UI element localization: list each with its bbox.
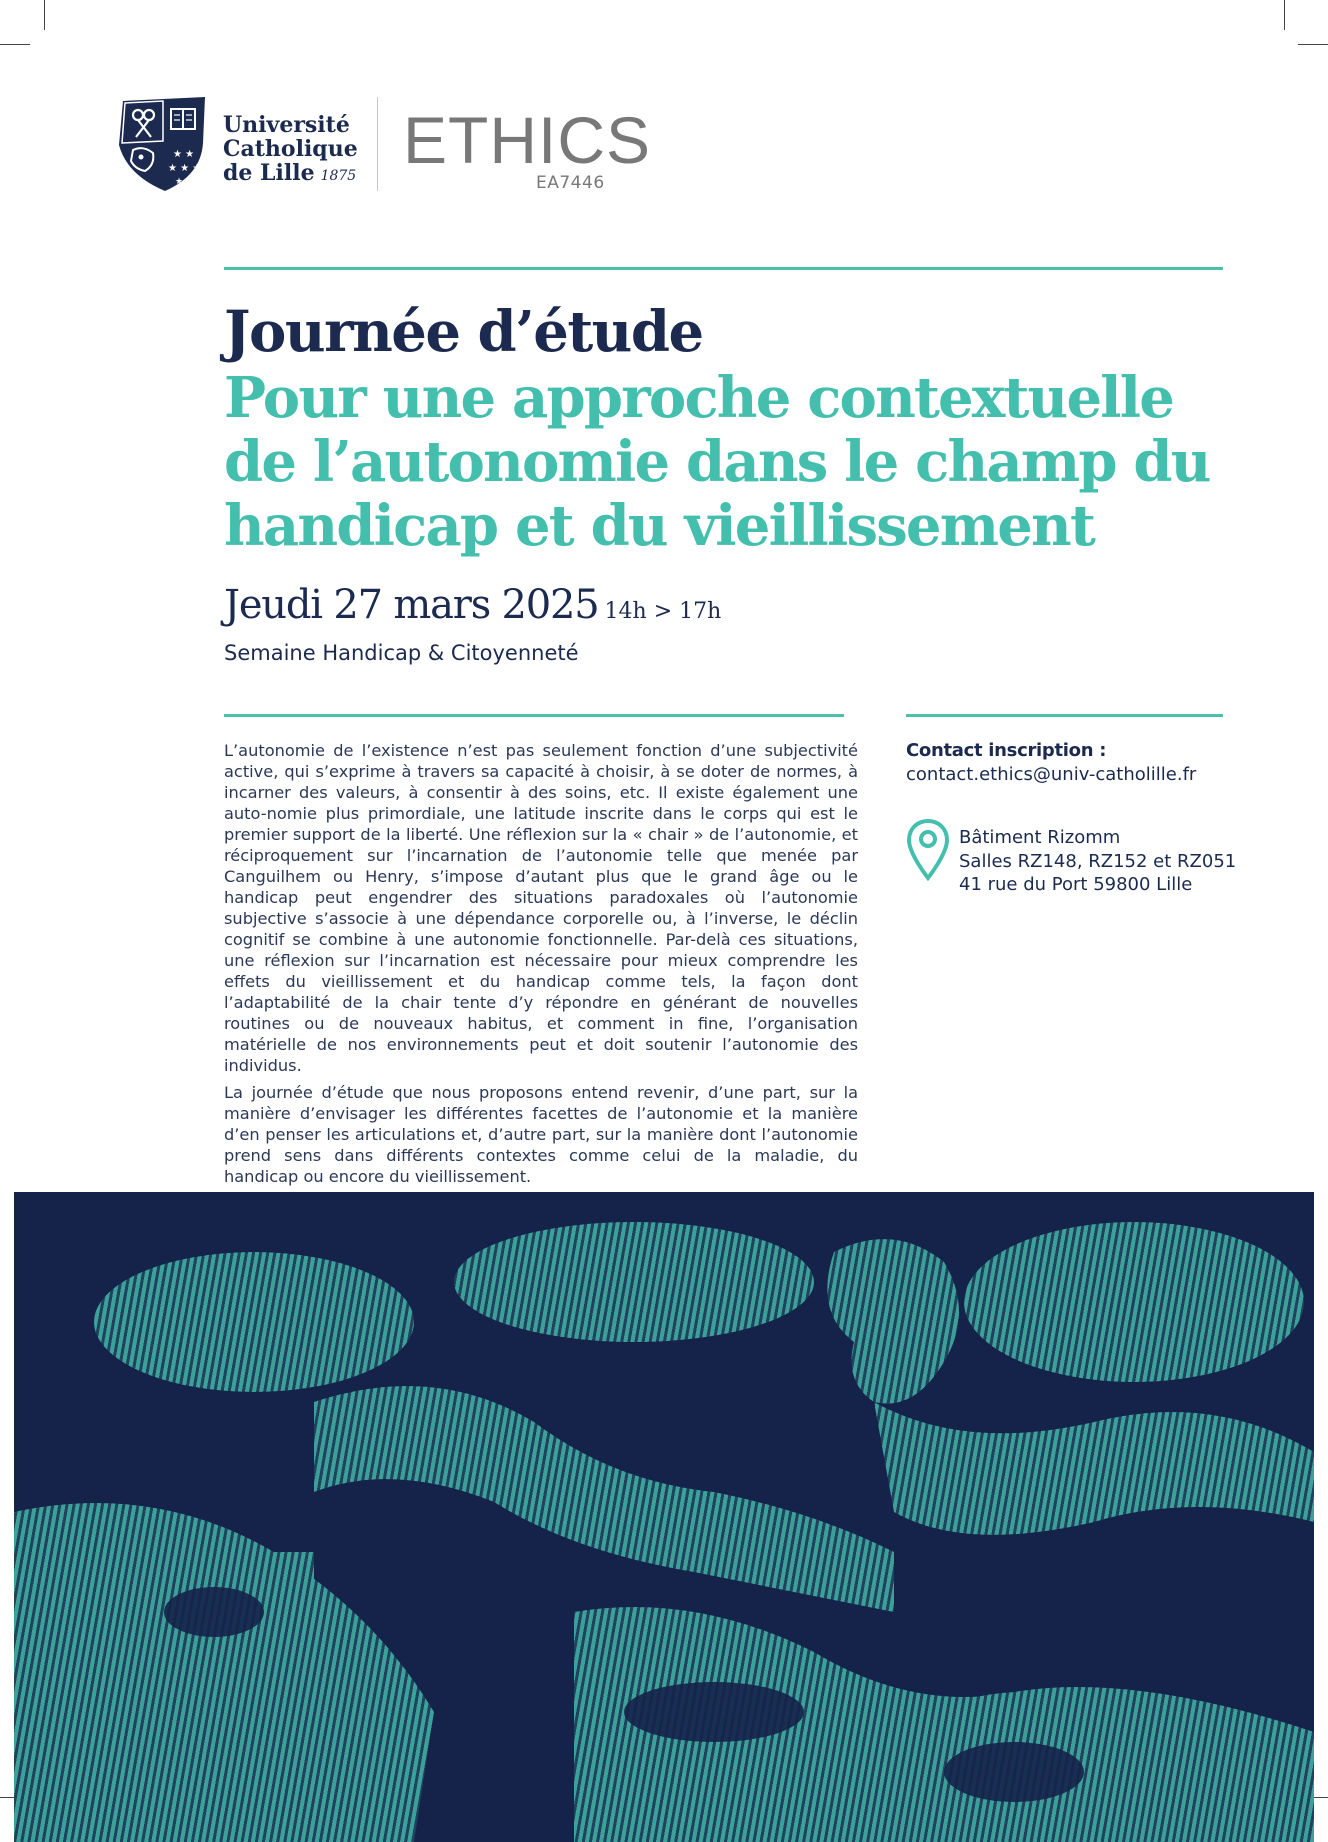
event-photo: [14, 1192, 1314, 1842]
svg-text:★ ★: ★ ★: [173, 149, 195, 160]
contact-email-link[interactable]: contact.ethics@univ-catholille.fr: [906, 764, 1197, 785]
map-pin-icon: [906, 818, 950, 882]
crop-mark: [44, 0, 45, 30]
crop-mark: [1284, 0, 1285, 30]
venue-rooms: Salles RZ148, RZ152 et RZ051: [959, 850, 1237, 872]
event-date-line: [224, 582, 721, 628]
svg-text:★ ★ ★: ★ ★ ★: [168, 163, 202, 174]
event-type-title: Journée d’étude: [224, 299, 703, 365]
title-rule: [224, 267, 1223, 270]
description-paragraph-2: La journée d’étude que nous proposons entend revenir, d’une part, sur la manière d’envisager les différentes facettes de l’autonomie et la manière d’en penser les articulations et, d’autre part, sur la manière dont l’autonomie prend sens dans différents contextes comme celui de la maladie, du handicap ou encore du vieillissement.: [224, 1083, 858, 1186]
event-subtitle: Pour une approche contextuelle de l’autonomie dans le champ du handicap et du vieillissement: [224, 365, 1210, 559]
event-context: Semaine Handicap & Citoyenneté: [224, 641, 579, 665]
venue-address: [959, 826, 1236, 897]
crop-mark: [1298, 44, 1328, 45]
description-rule: [224, 714, 844, 717]
event-date: Jeudi 27 mars 2025: [224, 582, 599, 628]
lab-name: ETHICS: [403, 103, 652, 177]
university-name: [223, 113, 358, 188]
contact-rule: [906, 714, 1223, 717]
logo-divider: [377, 97, 378, 191]
event-hours: 14h > 17h: [604, 599, 722, 624]
university-crest-icon: [113, 95, 213, 193]
university-name-line1: Université: [223, 112, 350, 138]
svg-text:★ ★: ★ ★: [175, 177, 194, 187]
university-name-line2: Catholique: [223, 136, 358, 162]
contact-label: Contact inscription :: [906, 740, 1107, 761]
venue-building: Bâtiment Rizomm: [959, 827, 1121, 848]
crop-mark: [0, 44, 30, 45]
university-year: 1875: [320, 168, 357, 184]
venue-street: 41 rue du Port 59800 Lille: [959, 874, 1193, 895]
university-name-line3: de Lille: [223, 160, 315, 186]
description-paragraph-1: L’autonomie de l’existence n’est pas seulement fonction d’une subjectivité active, qui s’exprime à travers sa capacité à choisir, à se doter de normes, à incarner des valeurs, à consentir à des soins, etc. Il existe également une auto-nomie plus primordiale, une latitude inscrite dans le corps qui est le premier support de la liberté. Une réflexion sur la « chair » de l’autonomie, et réciproquement sur l’incarnation de l’autonomie telle que menée par Canguilhem ou Henry, s’impose d’autant plus que le grand âge ou le handicap peut engendrer des situations paradoxales où l’autonomie subjective s’associe à une dépendance corporelle ou, à l’inverse, le déclin cognitif se combine à une autonomie fonctionnelle. Par-delà ces situations, une réflexion sur l’incarnation est nécessaire pour mieux comprendre les effets du vieillissement et du handicap comme tels, la façon dont l’adaptabilité de la chair tente d’y répondre en générant de nouvelles routines ou de nouveaux habitus, et comment in fine, l’organisation matérielle de nos environnements peut et doit soutenir l’autonomie des individus.: [224, 741, 858, 1075]
lab-code: EA7446: [536, 173, 605, 193]
photo-line-texture: [14, 1192, 1314, 1842]
event-description: [224, 740, 858, 1193]
